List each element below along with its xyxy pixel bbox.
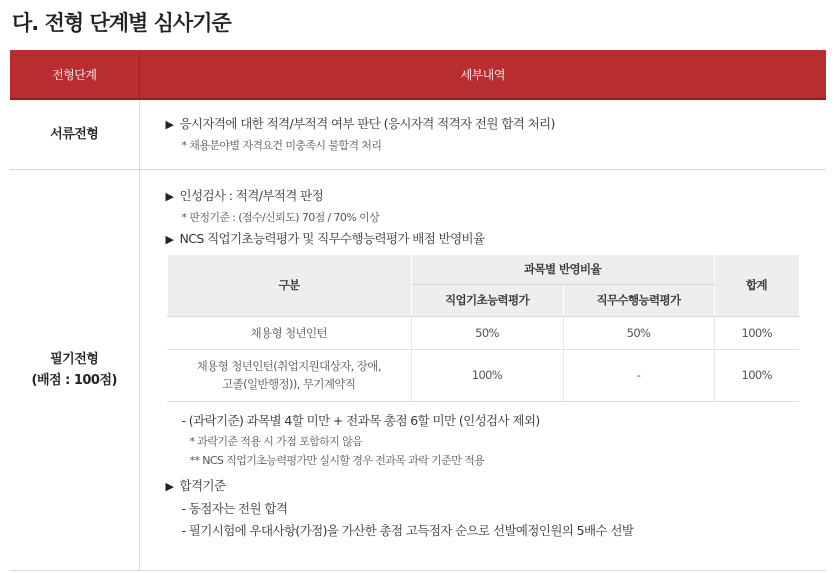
document-stage-label: 서류전형 xyxy=(10,99,139,169)
subject-ratio-table xyxy=(167,254,800,402)
category-header: 구분 xyxy=(167,254,411,316)
job-ratio-cell: 50% xyxy=(563,316,714,349)
table-header-row xyxy=(10,50,826,99)
triangle-bullet-icon: ▶ xyxy=(165,479,174,493)
table-row xyxy=(167,316,799,349)
category-cell: 채용형 청년인턴 xyxy=(167,316,411,349)
screening-criteria-table xyxy=(10,50,826,571)
document-screening-row xyxy=(10,99,826,169)
personality-test-line: ▶ 인성검사 : 적격/부적격 판정 xyxy=(166,184,827,208)
pass-criteria-title: ▶ 합격기준 xyxy=(166,474,827,498)
total-cell: 100% xyxy=(714,349,799,401)
written-stage-label: 필기전형 (배점 : 100점) xyxy=(10,169,139,570)
job-ability-header: 직무수행능력평가 xyxy=(563,284,714,316)
basic-ratio-cell: 50% xyxy=(411,316,563,349)
pass-criteria-line-1: - 동점자는 전원 합격 xyxy=(181,500,288,516)
document-criteria-line: ▶ 응시자격에 대한 적격/부적격 여부 판단 (응시자격 적격자 전원 합격 처리) xyxy=(166,112,827,136)
pass-criteria-line-2: - 필기시험에 우대사항(가점)을 가산한 총점 고득점자 순으로 선발예정인원의 5배수 선발 xyxy=(181,522,634,538)
document-detail-cell xyxy=(139,99,826,169)
written-screening-row xyxy=(10,169,826,570)
document-note: * 채용분야별 자격요건 미충족시 불합격 처리 xyxy=(181,139,382,152)
job-ratio-cell: - xyxy=(563,349,714,401)
cutoff-note-1: * 과락기준 적용 시 가점 포함하지 않음 xyxy=(189,434,363,448)
total-cell: 100% xyxy=(714,316,799,349)
table-row xyxy=(167,349,799,401)
triangle-bullet-icon: ▶ xyxy=(165,118,174,131)
basic-ratio-cell: 100% xyxy=(411,349,563,401)
written-detail-cell xyxy=(139,169,826,570)
stage-column-header: 전형단계 xyxy=(10,50,139,99)
cutoff-note-2: ** NCS 직업기초능력평가만 실시할 경우 전과목 과락 기준만 적용 xyxy=(189,453,485,467)
detail-column-header: 세부내역 xyxy=(139,50,826,99)
category-cell: 채용형 청년인턴(취업지원대상자, 장애, 고졸(일반행정)), 무기계약직 xyxy=(167,349,411,401)
triangle-bullet-icon: ▶ xyxy=(165,189,174,203)
cutoff-criteria-line: - (과락기준) 과목별 4할 미만 + 전과목 총점 6할 미만 (인성검사 제외) xyxy=(181,412,540,428)
page-title: 다. 전형 단계별 심사기준 xyxy=(12,11,231,35)
ncs-ratio-line: ▶ NCS 직업기초능력평가 및 직무수행능력평가 배점 반영비율 xyxy=(166,227,827,251)
personality-test-note: * 판정기준 : (점수/신뢰도) 70점 / 70% 이상 xyxy=(181,210,380,224)
triangle-bullet-icon: ▶ xyxy=(165,232,174,246)
total-header: 합계 xyxy=(714,254,799,316)
basic-ability-header: 직업기초능력평가 xyxy=(411,284,563,316)
subject-ratio-header: 과목별 반영비율 xyxy=(411,254,714,284)
